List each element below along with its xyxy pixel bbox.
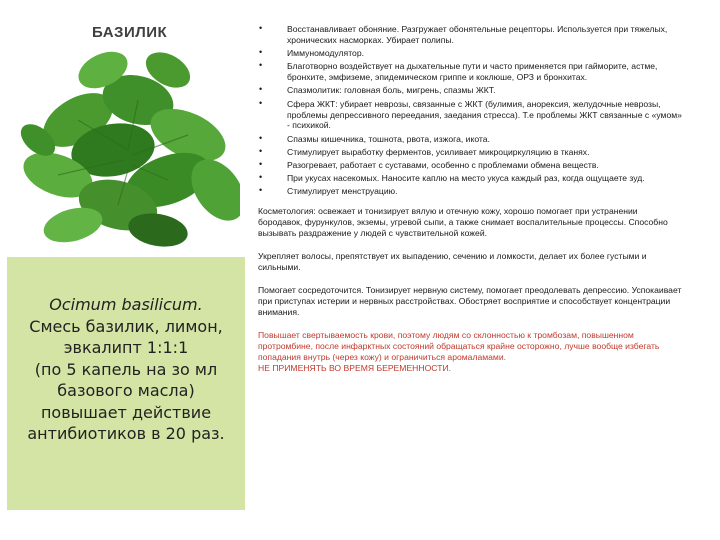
latin-name: Ocimum basilicum.: [49, 295, 203, 314]
tip-line: повышает действие: [40, 402, 212, 422]
bullet-icon: •: [259, 145, 263, 156]
basil-plant-image: [18, 40, 240, 252]
list-item: • Спазмолитик: головная боль, мигрень, спазмы ЖКТ.: [259, 84, 496, 96]
warning-paragraph: [258, 330, 682, 374]
bullet-icon: •: [259, 172, 263, 183]
tip-line: эвкалипт 1:1:1: [63, 338, 189, 357]
tip-text: [7, 294, 245, 445]
list-item: • Восстанавливает обоняние. Разгружает обонятельные рецепторы. Используется при тяжелых, хронических насморках. Убирает полипы.: [259, 23, 668, 45]
property-list: [258, 24, 682, 197]
list-item: • Разогревает, работает с суставами, особенно с проблемами обмена веществ.: [259, 159, 599, 171]
hair-paragraph: Укрепляет волосы, препятствует их выпадению, сечению и ломкости, делает их более густыми и сильными.: [258, 251, 647, 273]
nervous-system-paragraph: Помогает сосредоточится. Тонизирует нервную систему, помогает преодолевать депрессию. Успокаивает при приступах истерии и нервных расстройствах. Обостряет восприятие и способствует концентрации внимания.: [258, 285, 682, 318]
tip-line: Смесь базилик, лимон,: [29, 316, 223, 336]
bullet-icon: •: [259, 84, 263, 95]
tip-line: антибиотиков в 20 раз.: [27, 424, 225, 443]
list-item: • Сфера ЖКТ: убирает неврозы, связанные с ЖКТ (булимия, анорексия, желудочные неврозы, проблемы депрессивного переедания, заедания стресса). Т.е проблемы ЖКТ связанные с «умом» - психикой.: [259, 97, 682, 131]
list-item: • Иммуномодулятор.: [259, 47, 364, 59]
warning-text: Повышает свертываемость крови, поэтому людям со склонностью к тромбозам, повышенном протромбине, после инфарктных состояний обращаться крайне осторожно, лучше вообще избегать попадания внутрь (через кожу) и ограничиться аромаламами.: [258, 330, 660, 363]
list-item: • Спазмы кишечника, тошнота, рвота, изжога, икота.: [259, 132, 490, 144]
bullet-icon: •: [259, 159, 263, 170]
bullet-icon: •: [259, 185, 263, 196]
page-title: БАЗИЛИК: [92, 24, 168, 41]
bullet-icon: •: [259, 23, 263, 33]
bullet-icon: •: [259, 97, 263, 108]
cosmetology-paragraph: Косметология: освежает и тонизирует вялую и отечную кожу, хорошо помогает при устранении бородавок, фурункулов, экземы, угревой сыпи, а также снимает воспалительные процессы. Способно вызывать раздражение у людей с чувствительной кожей.: [258, 206, 668, 239]
tip-line: (по 5 капель на зо мл: [34, 359, 218, 379]
list-item: • Благотворно воздействует на дыхательные пути и часто применяется при гайморите, астме, бронхите, эмфиземе, эпидемическом гриппе и коклюше, ОРЗ и бронхитах.: [259, 60, 658, 83]
list-item: • Стимулирует выработку ферментов, усиливает микроциркуляцию в тканях.: [259, 145, 590, 157]
bullet-icon: •: [259, 132, 263, 143]
content-column: [258, 24, 682, 383]
tip-box: [7, 257, 245, 510]
bullet-icon: •: [259, 47, 263, 58]
leaf-icon: [18, 45, 240, 251]
tip-line: базового масла): [57, 381, 195, 400]
bullet-icon: •: [259, 60, 263, 71]
pregnancy-warning: НЕ ПРИМЕНЯТЬ ВО ВРЕМЯ БЕРЕМЕННОСТИ.: [258, 363, 452, 374]
list-item: • Стимулирует менструацию.: [259, 185, 398, 197]
list-item: • При укусах насекомых. Наносите каплю на место укуса каждый раз, когда ощущаете зуд.: [259, 172, 645, 184]
